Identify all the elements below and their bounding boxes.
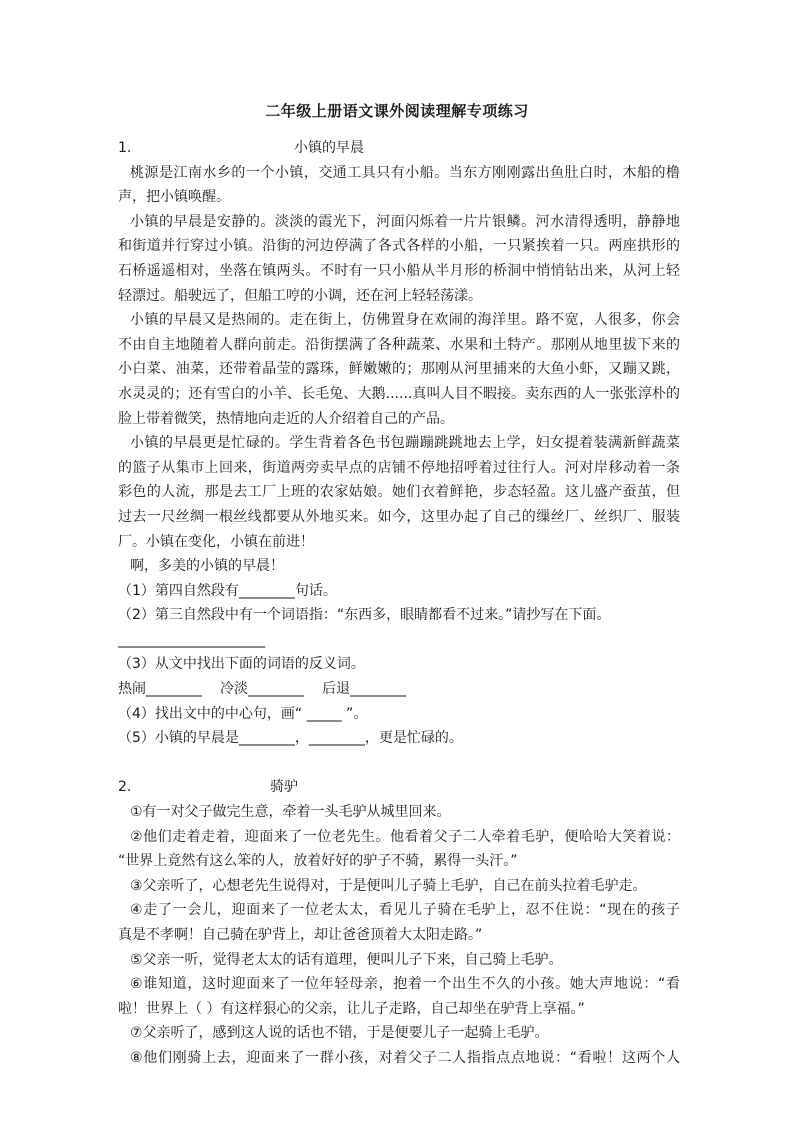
passage-line: 桃源是江南水乡的一个小镇，交通工具只有小船。当东方刚刚露出鱼肚白时，木船的橹 bbox=[130, 164, 680, 181]
passage-line: 声，把小镇唤醒。 bbox=[118, 189, 230, 206]
document-body bbox=[118, 136, 680, 1071]
antonym-item: 后退________ bbox=[322, 681, 406, 698]
question-3: （3）从文中找出下面的词语的反义词。 bbox=[118, 656, 365, 673]
passage-line: ③父亲听了，心想老先生说得对，于是便叫儿子骑上毛驴，自己在前头拉着毛驴走。 bbox=[130, 877, 647, 894]
document-title: 二年级上册语文课外阅读理解专项练习 bbox=[265, 102, 529, 120]
passage-line: 和街道并行穿过小镇。沿街的河边停满了各式各样的小船，一只紧挨着一只。两座拱形的 bbox=[118, 238, 680, 255]
passage-line: 水灵灵的；还有雪白的小羊、长毛兔、大鹅......真叫人目不暇接。卖东西的人一张张淳朴的 bbox=[118, 385, 680, 402]
antonym-item: 冷淡________ bbox=[220, 681, 304, 698]
passage-line: 小镇的早晨是安静的。淡淡的霞光下，河面闪烁着一片片银鳞。河水清得透明，静静地 bbox=[130, 213, 680, 230]
passage-line: 小镇的早晨又是热闹的。走在街上，仿佛置身在欢闹的海洋里。路不宽，人很多，你会 bbox=[130, 312, 680, 329]
question-2-answer-blank: _____________________ bbox=[118, 631, 265, 648]
passage-line: 小镇的早晨更是忙碌的。学生背着各色书包蹦蹦跳跳地去上学，妇女提着装满新鲜蔬菜 bbox=[130, 435, 680, 452]
passage-line: ⑧他们刚骑上去，迎面来了一群小孩，对着父子二人指指点点地说：“看啦！这两个人 bbox=[130, 1049, 680, 1066]
passage-line: 啦！世界上（ ）有这样狠心的父亲，让儿子走路，自己却坐在驴背上享福。” bbox=[118, 1000, 585, 1017]
section-1-number: 1. bbox=[118, 140, 132, 156]
passage-line: 彩色的人流，那是去工厂上班的农家姑娘。她们衣着鲜艳，步态轻盈。这儿盛产蚕茧，但 bbox=[118, 484, 680, 501]
question-1: （1）第四自然段有________句话。 bbox=[118, 582, 337, 599]
passage-line: “世界上竟然有这么笨的人，放着好好的驴子不骑，累得一头汗。” bbox=[118, 853, 518, 870]
passage-line: 真是不孝啊！自己骑在驴背上，却让爸爸顶着大太阳走路。” bbox=[118, 927, 483, 943]
passage-line: 过去一尺丝绸一根丝线都要从外地买来。如今，这里办起了自己的缫丝厂、丝织厂、服装 bbox=[118, 508, 680, 525]
antonym-item: 热闹________ bbox=[118, 681, 202, 698]
passage-line: ②他们走着走着，迎面来了一位老先生。他看着父子二人牵着毛驴，便哈哈大笑着说： bbox=[130, 828, 680, 845]
passage-line: 脸上带着微笑，热情地向走近的人介绍着自己的产品。 bbox=[118, 410, 454, 427]
passage-line: 厂。小镇在变化，小镇在前进！ bbox=[118, 533, 314, 550]
section-2-number: 2. bbox=[118, 779, 132, 796]
passage-line: ⑥谁知道，这时迎面来了一位年轻母亲，抱着一个出生不久的小孩。她大声地说：“看 bbox=[130, 976, 680, 993]
section-1-heading bbox=[118, 136, 680, 161]
passage-line: 啊，多美的小镇的早晨！ bbox=[130, 558, 284, 575]
question-3-items bbox=[118, 677, 680, 702]
question-2: （2）第三自然段中有一个词语指：“东西多，眼睛都看不过来。”请抄写在下面。 bbox=[118, 607, 611, 624]
passage-line: ④走了一会儿，迎面来了一位老太太，看见儿子骑在毛驴上，忍不住说：“现在的孩子 bbox=[130, 902, 680, 919]
question-5: （5）小镇的早晨是________，________，更是忙碌的。 bbox=[118, 730, 463, 747]
passage-line: 轻漂过。船驶远了，但船工哼的小调，还在河上轻轻荡漾。 bbox=[118, 287, 482, 304]
question-4: （4）找出文中的中心句，画“ _____ ”。 bbox=[118, 705, 368, 722]
passage-line: 不由自主地随着人群向前走。沿街摆满了各种蔬菜、水果和土特产。那刚从地里拔下来的 bbox=[118, 336, 680, 353]
passage-line: 的篮子从集市上回来，街道两旁卖早点的店铺不停地招呼着过往行人。河对岸移动着一条 bbox=[118, 459, 680, 476]
passage-line: 小白菜、油菜，还带着晶莹的露珠，鲜嫩嫩的；那刚从河里捕来的大鱼小虾，又蹦又跳， bbox=[118, 361, 680, 378]
passage-line: 石桥遥遥相对，坐落在镇两头。不时有一只小船从半月形的桥洞中悄悄钻出来，从河上轻 bbox=[118, 262, 680, 279]
passage-line: ⑦父亲听了，感到这人说的话也不错，于是便要儿子一起骑上毛驴。 bbox=[130, 1025, 549, 1042]
passage-line: ⑤父亲一听，觉得老太太的话有道理，便叫儿子下来，自己骑上毛驴。 bbox=[130, 951, 563, 968]
section-2-title: 骑驴 bbox=[270, 779, 298, 796]
section-2-heading bbox=[118, 775, 680, 800]
passage-line: ①有一对父子做完生意，牵着一头毛驴从城里回来。 bbox=[130, 804, 451, 821]
section-1-title: 小镇的早晨 bbox=[294, 140, 364, 156]
